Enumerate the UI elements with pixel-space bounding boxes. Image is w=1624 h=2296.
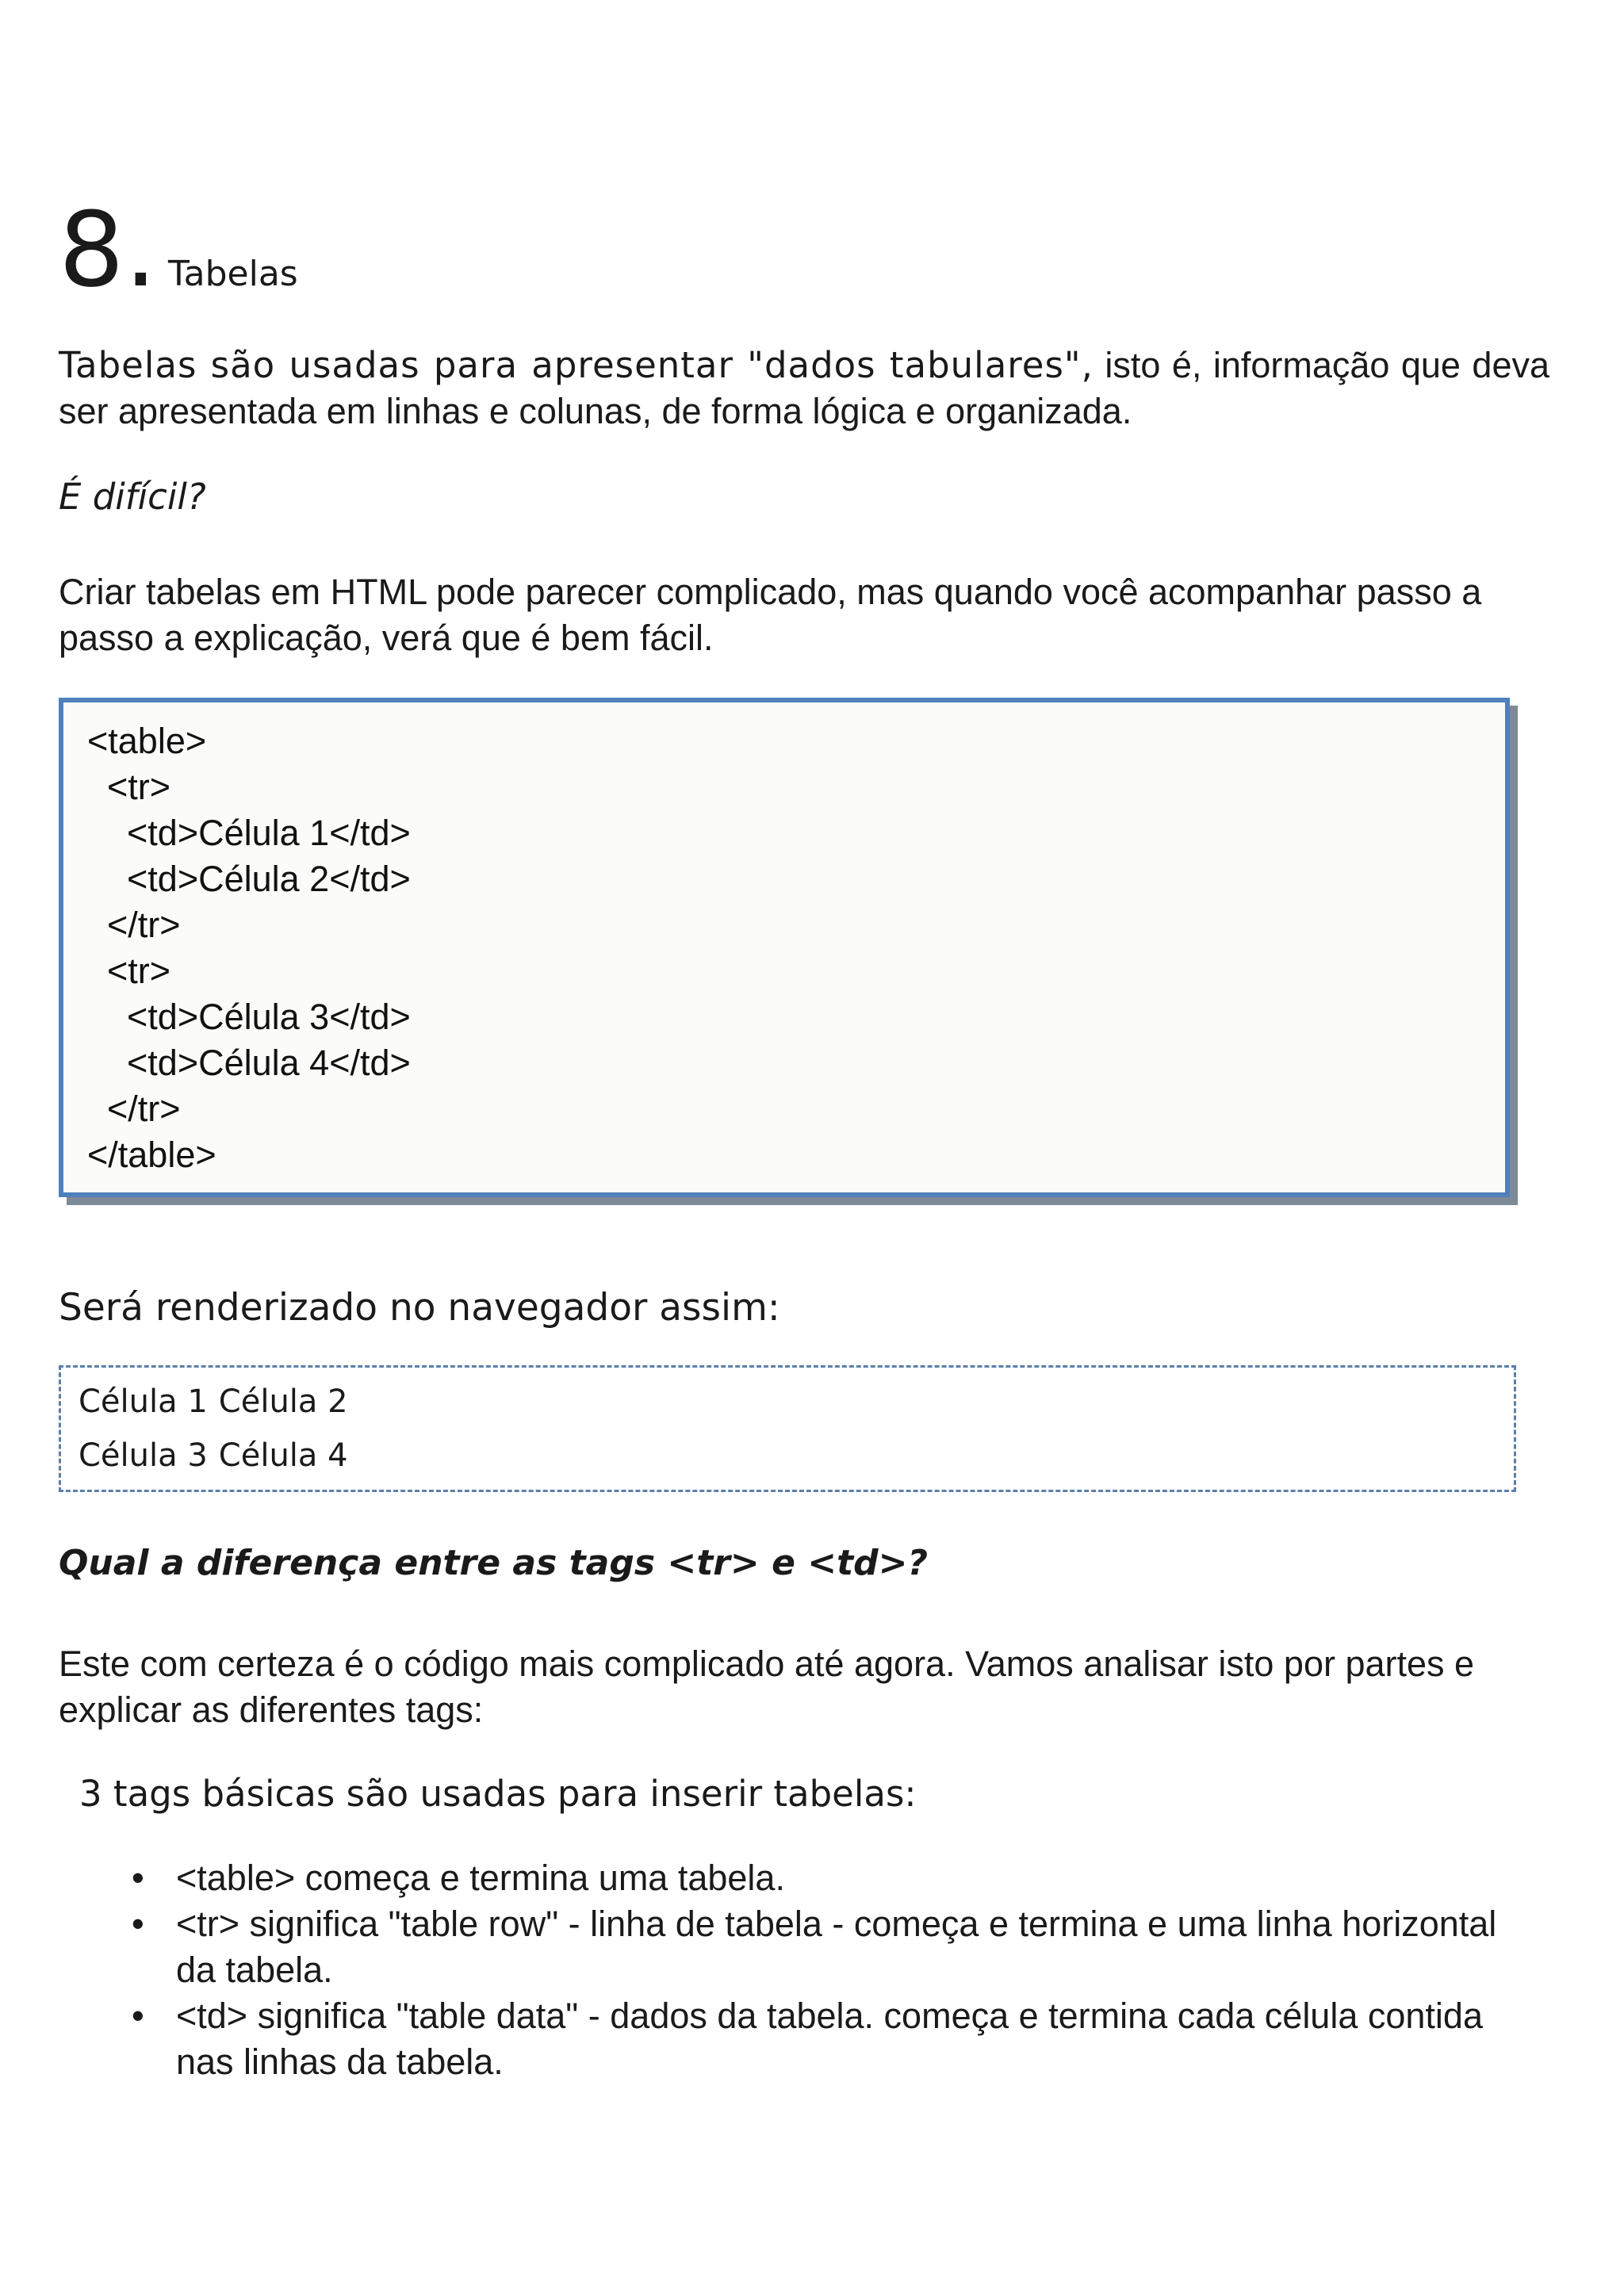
- table-row: [79, 1379, 359, 1433]
- criar-paragraph: Criar tabelas em HTML pode parecer complicado, mas quando você acompanhar passo a passo a explicação, verá que é bem fácil.: [59, 572, 1482, 658]
- list-item: • <td> significa "table data" - dados da tabela. começa e termina cada célula contida nas linhas da tabela.: [176, 1993, 1524, 2085]
- table-cell: Célula 4: [218, 1437, 348, 1474]
- chapter-number: 8: [59, 189, 124, 310]
- chapter-title: Tabelas: [168, 254, 298, 294]
- intro-paragraph: [59, 342, 1549, 434]
- list-item: • <tr> significa "table row" - linha de tabela - começa e termina e uma linha horizontal da tabela.: [176, 1901, 1524, 1993]
- rendered-table-box: [59, 1365, 1516, 1492]
- table-cell: Célula 1: [79, 1383, 208, 1420]
- render-label: Será renderizado no navegador assim:: [59, 1286, 780, 1330]
- table-cell: Célula 3: [79, 1437, 208, 1474]
- chapter-dot: .: [124, 189, 158, 310]
- question-heading-dificil: É difícil?: [59, 476, 206, 518]
- tags-intro: 3 tags básicas são usadas para inserir tabelas:: [79, 1773, 917, 1815]
- intro-lead: Tabelas são usadas para apresentar "dados tabulares",: [59, 344, 1094, 386]
- chapter-heading: [59, 189, 298, 310]
- list-item: • <table> começa e termina uma tabela.: [176, 1855, 1524, 1901]
- table-row: [79, 1433, 359, 1487]
- rendered-table: [79, 1379, 359, 1487]
- code-example-box: [59, 698, 1510, 1197]
- code-example: <table> <tr> <td>Célula 1</td> <td>Célula 2</td> </tr> <tr> <td>Célula 3</td> <td>Célula 4</td> </tr> </table>: [87, 721, 411, 1175]
- intro-rest: isto é, informação que deva ser apresentada em linhas e colunas, de forma lógica e organizada.: [59, 345, 1549, 431]
- question-heading-diferenca: Qual a diferença entre as tags <tr> e <td>?: [59, 1543, 929, 1583]
- tags-list: [176, 1855, 1524, 2085]
- table-cell: Célula 2: [218, 1383, 348, 1420]
- este-paragraph: Este com certeza é o código mais complicado até agora. Vamos analisar isto por partes e explicar as diferentes tags:: [59, 1644, 1475, 1730]
